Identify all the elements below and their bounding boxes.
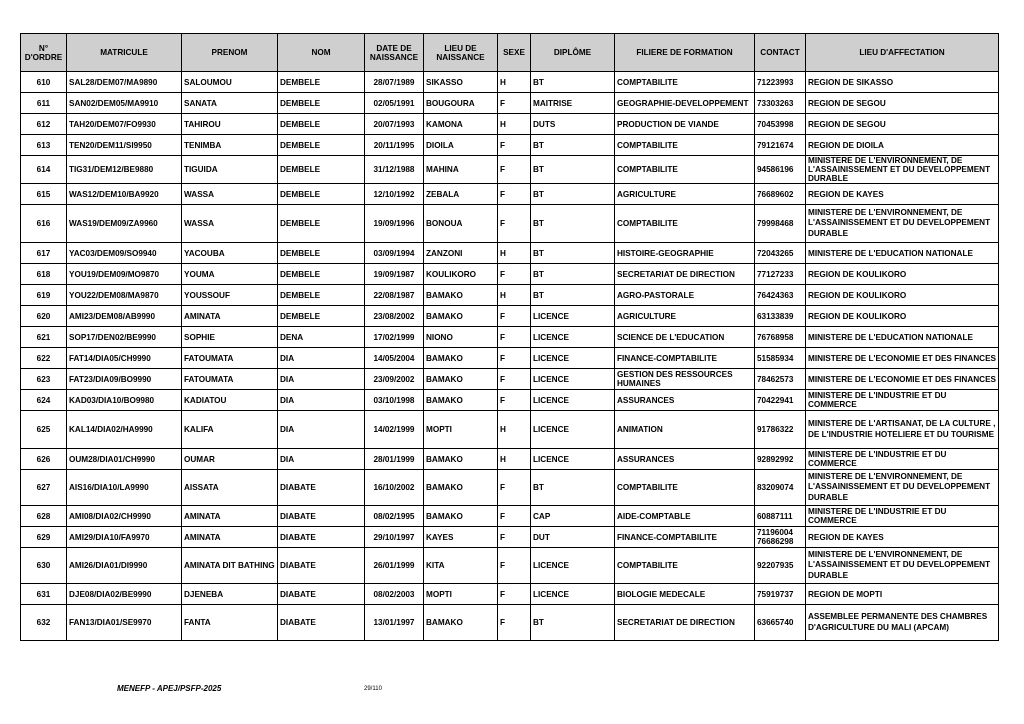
cell-filiere: COMPTABILITE: [615, 135, 755, 156]
cell-prenom: FANTA: [182, 605, 278, 641]
cell-affectation: REGION DE SEGOU: [806, 93, 999, 114]
cell-ordre: 623: [21, 369, 67, 390]
cell-sexe: F: [498, 135, 531, 156]
cell-date: 31/12/1988: [365, 156, 424, 184]
cell-contact: 63665740: [755, 605, 806, 641]
cell-sexe: F: [498, 506, 531, 527]
cell-ordre: 620: [21, 306, 67, 327]
cell-prenom: WASSA: [182, 184, 278, 205]
cell-filiere: ASSURANCES: [615, 449, 755, 470]
cell-diplome: MAITRISE: [531, 93, 615, 114]
cell-matricule: AIS16/DIA10/LA9990: [67, 470, 182, 506]
cell-nom: DEMBELE: [278, 93, 365, 114]
cell-date: 03/10/1998: [365, 390, 424, 411]
cell-matricule: YOU22/DEM08/MA9870: [67, 285, 182, 306]
header-prenom: PRENOM: [182, 34, 278, 72]
cell-diplome: LICENCE: [531, 390, 615, 411]
cell-prenom: TAHIROU: [182, 114, 278, 135]
table-row: [21, 449, 999, 470]
cell-nom: DEMBELE: [278, 205, 365, 243]
cell-contact: 63133839: [755, 306, 806, 327]
cell-contact: 76689602: [755, 184, 806, 205]
cell-matricule: FAT14/DIA05/CH9990: [67, 348, 182, 369]
cell-contact: 71196004 76686298: [755, 527, 806, 548]
header-affectation: LIEU D'AFFECTATION: [806, 34, 999, 72]
cell-affectation: REGION DE KAYES: [806, 184, 999, 205]
cell-lieu: ZANZONI: [424, 243, 498, 264]
cell-ordre: 611: [21, 93, 67, 114]
cell-prenom: AISSATA: [182, 470, 278, 506]
cell-sexe: F: [498, 527, 531, 548]
cell-prenom: SALOUMOU: [182, 72, 278, 93]
header-nom: NOM: [278, 34, 365, 72]
cell-filiere: BIOLOGIE MEDECALE: [615, 584, 755, 605]
cell-lieu: MOPTI: [424, 584, 498, 605]
cell-prenom: KADIATOU: [182, 390, 278, 411]
cell-contact: 79121674: [755, 135, 806, 156]
header-filiere: FILIERE DE FORMATION: [615, 34, 755, 72]
cell-ordre: 616: [21, 205, 67, 243]
cell-lieu: KOULIKORO: [424, 264, 498, 285]
cell-lieu: NIONO: [424, 327, 498, 348]
cell-sexe: F: [498, 584, 531, 605]
cell-filiere: SCIENCE DE L'EDUCATION: [615, 327, 755, 348]
cell-matricule: SAL28/DEM07/MA9890: [67, 72, 182, 93]
header-sexe: SEXE: [498, 34, 531, 72]
cell-prenom: KALIFA: [182, 411, 278, 449]
cell-affectation: REGION DE SIKASSO: [806, 72, 999, 93]
cell-ordre: 622: [21, 348, 67, 369]
cell-lieu: BAMAKO: [424, 306, 498, 327]
cell-date: 14/05/2004: [365, 348, 424, 369]
table-row: [21, 72, 999, 93]
cell-ordre: 625: [21, 411, 67, 449]
cell-nom: DIABATE: [278, 548, 365, 584]
cell-matricule: SOP17/DEN02/BE9990: [67, 327, 182, 348]
cell-date: 29/10/1997: [365, 527, 424, 548]
cell-nom: DEMBELE: [278, 243, 365, 264]
cell-contact: 94586196: [755, 156, 806, 184]
cell-contact: 73303263: [755, 93, 806, 114]
table-row: [21, 285, 999, 306]
cell-diplome: BT: [531, 184, 615, 205]
cell-diplome: BT: [531, 285, 615, 306]
cell-date: 14/02/1999: [365, 411, 424, 449]
cell-diplome: LICENCE: [531, 584, 615, 605]
cell-lieu: BAMAKO: [424, 449, 498, 470]
cell-ordre: 610: [21, 72, 67, 93]
cell-ordre: 631: [21, 584, 67, 605]
cell-ordre: 626: [21, 449, 67, 470]
cell-matricule: OUM28/DIA01/CH9990: [67, 449, 182, 470]
header-lieu-naissance: LIEU DE NAISSANCE: [424, 34, 498, 72]
cell-diplome: BT: [531, 470, 615, 506]
cell-lieu: MOPTI: [424, 411, 498, 449]
cell-lieu: BAMAKO: [424, 506, 498, 527]
cell-sexe: F: [498, 369, 531, 390]
cell-matricule: TEN20/DEM11/SI9950: [67, 135, 182, 156]
cell-filiere: FINANCE-COMPTABILITE: [615, 527, 755, 548]
cell-lieu: KAMONA: [424, 114, 498, 135]
cell-filiere: COMPTABILITE: [615, 470, 755, 506]
cell-affectation: ASSEMBLEE PERMANENTE DES CHAMBRES D'AGRICULTURE DU MALI (APCAM): [806, 605, 999, 641]
table-row: [21, 548, 999, 584]
cell-filiere: AIDE-COMPTABLE: [615, 506, 755, 527]
table-row: [21, 390, 999, 411]
cell-contact: 78462573: [755, 369, 806, 390]
cell-contact: 91786322: [755, 411, 806, 449]
cell-affectation: MINISTERE DE L'ENVIRONNEMENT, DE L'ASSAINISSEMENT ET DU DEVELOPPEMENT DURABLE: [806, 548, 999, 584]
header-ordre: N° D'ORDRE: [21, 34, 67, 72]
cell-diplome: BT: [531, 205, 615, 243]
cell-contact: 70422941: [755, 390, 806, 411]
cell-matricule: YAC03/DEM09/SO9940: [67, 243, 182, 264]
cell-lieu: BAMAKO: [424, 605, 498, 641]
cell-sexe: F: [498, 327, 531, 348]
cell-affectation: MINISTERE DE L'INDUSTRIE ET DU COMMERCE: [806, 390, 999, 411]
table-row: [21, 605, 999, 641]
cell-lieu: KAYES: [424, 527, 498, 548]
roster-table: [20, 33, 999, 641]
cell-matricule: FAN13/DIA01/SE9970: [67, 605, 182, 641]
cell-matricule: FAT23/DIA09/BO9990: [67, 369, 182, 390]
cell-affectation: REGION DE SEGOU: [806, 114, 999, 135]
footer-program-label: MENEFP - APEJ/PSFP-2025: [117, 684, 222, 693]
cell-prenom: WASSA: [182, 205, 278, 243]
cell-sexe: H: [498, 243, 531, 264]
cell-filiere: HISTOIRE-GEOGRAPHIE: [615, 243, 755, 264]
cell-date: 28/01/1999: [365, 449, 424, 470]
cell-nom: DIA: [278, 348, 365, 369]
cell-ordre: 617: [21, 243, 67, 264]
cell-contact: 83209074: [755, 470, 806, 506]
cell-nom: DEMBELE: [278, 264, 365, 285]
cell-prenom: SANATA: [182, 93, 278, 114]
cell-nom: DIA: [278, 449, 365, 470]
cell-nom: DIABATE: [278, 584, 365, 605]
cell-prenom: AMINATA: [182, 506, 278, 527]
cell-matricule: KAD03/DIA10/BO9980: [67, 390, 182, 411]
cell-lieu: BAMAKO: [424, 369, 498, 390]
cell-filiere: FINANCE-COMPTABILITE: [615, 348, 755, 369]
table-row: [21, 506, 999, 527]
table-row: [21, 93, 999, 114]
cell-affectation: REGION DE KOULIKORO: [806, 285, 999, 306]
cell-lieu: DIOILA: [424, 135, 498, 156]
cell-prenom: FATOUMATA: [182, 369, 278, 390]
cell-diplome: LICENCE: [531, 327, 615, 348]
cell-contact: 76424363: [755, 285, 806, 306]
cell-affectation: MINISTERE DE L'INDUSTRIE ET DU COMMERCE: [806, 506, 999, 527]
cell-diplome: LICENCE: [531, 306, 615, 327]
cell-date: 08/02/2003: [365, 584, 424, 605]
cell-date: 28/07/1989: [365, 72, 424, 93]
cell-ordre: 612: [21, 114, 67, 135]
cell-sexe: F: [498, 348, 531, 369]
cell-ordre: 615: [21, 184, 67, 205]
table-row: [21, 348, 999, 369]
cell-matricule: AMI08/DIA02/CH9990: [67, 506, 182, 527]
table-row: [21, 264, 999, 285]
header-contact: CONTACT: [755, 34, 806, 72]
cell-sexe: H: [498, 72, 531, 93]
cell-sexe: H: [498, 411, 531, 449]
cell-matricule: KAL14/DIA02/HA9990: [67, 411, 182, 449]
cell-prenom: YACOUBA: [182, 243, 278, 264]
cell-diplome: BT: [531, 135, 615, 156]
cell-lieu: SIKASSO: [424, 72, 498, 93]
cell-filiere: GEOGRAPHIE-DEVELOPPEMENT: [615, 93, 755, 114]
cell-matricule: DJE08/DIA02/BE9990: [67, 584, 182, 605]
header-date-naissance: DATE DE NAISSANCE: [365, 34, 424, 72]
header-matricule: MATRICULE: [67, 34, 182, 72]
cell-nom: DEMBELE: [278, 72, 365, 93]
cell-contact: 79998468: [755, 205, 806, 243]
table-row: [21, 135, 999, 156]
cell-contact: 75919737: [755, 584, 806, 605]
cell-sexe: F: [498, 306, 531, 327]
table-row: [21, 327, 999, 348]
cell-nom: DIABATE: [278, 506, 365, 527]
cell-nom: DENA: [278, 327, 365, 348]
cell-matricule: WAS19/DEM09/ZA9960: [67, 205, 182, 243]
cell-diplome: BT: [531, 72, 615, 93]
cell-date: 19/09/1987: [365, 264, 424, 285]
cell-matricule: WAS12/DEM10/BA9920: [67, 184, 182, 205]
cell-nom: DIA: [278, 411, 365, 449]
cell-affectation: MINISTERE DE L'INDUSTRIE ET DU COMMERCE: [806, 449, 999, 470]
cell-sexe: F: [498, 470, 531, 506]
cell-sexe: F: [498, 605, 531, 641]
cell-prenom: TIGUIDA: [182, 156, 278, 184]
cell-contact: 77127233: [755, 264, 806, 285]
cell-matricule: AMI23/DEM08/AB9990: [67, 306, 182, 327]
cell-ordre: 614: [21, 156, 67, 184]
cell-affectation: MINISTERE DE L'EDUCATION NATIONALE: [806, 243, 999, 264]
cell-matricule: TAH20/DEM07/FO9930: [67, 114, 182, 135]
table-row: [21, 369, 999, 390]
cell-lieu: KITA: [424, 548, 498, 584]
cell-matricule: YOU19/DEM09/MO9870: [67, 264, 182, 285]
cell-prenom: AMINATA: [182, 306, 278, 327]
table-row: [21, 470, 999, 506]
cell-date: 26/01/1999: [365, 548, 424, 584]
cell-diplome: BT: [531, 156, 615, 184]
cell-nom: DIABATE: [278, 605, 365, 641]
cell-affectation: MINISTERE DE L'ARTISANAT, DE LA CULTURE , DE L'INDUSTRIE HOTELIERE ET DU TOURISME: [806, 411, 999, 449]
cell-prenom: OUMAR: [182, 449, 278, 470]
cell-contact: 92892992: [755, 449, 806, 470]
table-row: [21, 411, 999, 449]
cell-diplome: BT: [531, 605, 615, 641]
cell-affectation: MINISTERE DE L'ENVIRONNEMENT, DE L'ASSAINISSEMENT ET DU DEVELOPPEMENT DURABLE: [806, 205, 999, 243]
cell-sexe: F: [498, 264, 531, 285]
cell-date: 03/09/1994: [365, 243, 424, 264]
cell-contact: 51585934: [755, 348, 806, 369]
cell-filiere: AGRICULTURE: [615, 184, 755, 205]
cell-prenom: DJENEBA: [182, 584, 278, 605]
cell-filiere: ASSURANCES: [615, 390, 755, 411]
cell-contact: 72043265: [755, 243, 806, 264]
cell-contact: 76768958: [755, 327, 806, 348]
cell-date: 20/07/1993: [365, 114, 424, 135]
cell-affectation: MINISTERE DE L'EDUCATION NATIONALE: [806, 327, 999, 348]
cell-lieu: BOUGOURA: [424, 93, 498, 114]
cell-filiere: PRODUCTION DE VIANDE: [615, 114, 755, 135]
cell-sexe: F: [498, 93, 531, 114]
cell-date: 23/09/2002: [365, 369, 424, 390]
cell-prenom: AMINATA DIT BATHING: [182, 548, 278, 584]
cell-filiere: SECRETARIAT DE DIRECTION: [615, 264, 755, 285]
cell-filiere: SECRETARIAT DE DIRECTION: [615, 605, 755, 641]
footer-page-number: 29/110: [364, 686, 382, 692]
cell-nom: DEMBELE: [278, 184, 365, 205]
cell-nom: DEMBELE: [278, 285, 365, 306]
cell-date: 20/11/1995: [365, 135, 424, 156]
cell-sexe: F: [498, 390, 531, 411]
cell-sexe: F: [498, 184, 531, 205]
cell-date: 12/10/1992: [365, 184, 424, 205]
cell-date: 02/05/1991: [365, 93, 424, 114]
table-row: [21, 584, 999, 605]
cell-lieu: MAHINA: [424, 156, 498, 184]
cell-affectation: REGION DE DIOILA: [806, 135, 999, 156]
cell-matricule: AMI29/DIA10/FA9970: [67, 527, 182, 548]
table-row: [21, 243, 999, 264]
cell-sexe: F: [498, 156, 531, 184]
cell-lieu: BAMAKO: [424, 285, 498, 306]
cell-sexe: H: [498, 285, 531, 306]
cell-lieu: BAMAKO: [424, 390, 498, 411]
cell-ordre: 630: [21, 548, 67, 584]
cell-ordre: 619: [21, 285, 67, 306]
cell-ordre: 629: [21, 527, 67, 548]
cell-diplome: LICENCE: [531, 548, 615, 584]
cell-filiere: COMPTABILITE: [615, 548, 755, 584]
cell-nom: DEMBELE: [278, 156, 365, 184]
table-row: [21, 306, 999, 327]
cell-matricule: SAN02/DEM05/MA9910: [67, 93, 182, 114]
cell-affectation: REGION DE MOPTI: [806, 584, 999, 605]
cell-sexe: F: [498, 548, 531, 584]
cell-date: 08/02/1995: [365, 506, 424, 527]
cell-lieu: BONOUA: [424, 205, 498, 243]
cell-matricule: TIG31/DEM12/BE9880: [67, 156, 182, 184]
cell-nom: DIABATE: [278, 527, 365, 548]
cell-diplome: LICENCE: [531, 369, 615, 390]
cell-nom: DIABATE: [278, 470, 365, 506]
cell-ordre: 627: [21, 470, 67, 506]
cell-filiere: GESTION DES RESSOURCES HUMAINES: [615, 369, 755, 390]
table-row: [21, 156, 999, 184]
cell-prenom: SOPHIE: [182, 327, 278, 348]
cell-ordre: 621: [21, 327, 67, 348]
cell-affectation: MINISTERE DE L'ENVIRONNEMENT, DE L'ASSAINISSEMENT ET DU DEVELOPPEMENT DURABLE: [806, 470, 999, 506]
cell-diplome: BT: [531, 264, 615, 285]
cell-affectation: MINISTERE DE L'ECONOMIE ET DES FINANCES: [806, 369, 999, 390]
cell-lieu: ZEBALA: [424, 184, 498, 205]
cell-contact: 71223993: [755, 72, 806, 93]
cell-date: 13/01/1997: [365, 605, 424, 641]
table-row: [21, 205, 999, 243]
cell-affectation: MINISTERE DE L'ECONOMIE ET DES FINANCES: [806, 348, 999, 369]
table-row: [21, 184, 999, 205]
cell-diplome: DUTS: [531, 114, 615, 135]
cell-filiere: ANIMATION: [615, 411, 755, 449]
cell-prenom: FATOUMATA: [182, 348, 278, 369]
cell-diplome: DUT: [531, 527, 615, 548]
cell-lieu: BAMAKO: [424, 348, 498, 369]
cell-filiere: AGRO-PASTORALE: [615, 285, 755, 306]
cell-diplome: LICENCE: [531, 449, 615, 470]
roster-body: [21, 72, 999, 641]
cell-filiere: AGRICULTURE: [615, 306, 755, 327]
cell-diplome: BT: [531, 243, 615, 264]
cell-nom: DEMBELE: [278, 306, 365, 327]
cell-nom: DIA: [278, 369, 365, 390]
table-row: [21, 527, 999, 548]
cell-ordre: 628: [21, 506, 67, 527]
cell-ordre: 613: [21, 135, 67, 156]
cell-prenom: YOUMA: [182, 264, 278, 285]
cell-filiere: COMPTABILITE: [615, 72, 755, 93]
cell-ordre: 618: [21, 264, 67, 285]
cell-nom: DEMBELE: [278, 114, 365, 135]
cell-contact: 60887111: [755, 506, 806, 527]
table-row: [21, 114, 999, 135]
cell-affectation: REGION DE KOULIKORO: [806, 306, 999, 327]
cell-matricule: AMI26/DIA01/DI9990: [67, 548, 182, 584]
cell-filiere: COMPTABILITE: [615, 205, 755, 243]
cell-date: 23/08/2002: [365, 306, 424, 327]
cell-affectation: REGION DE KAYES: [806, 527, 999, 548]
header-row: [21, 34, 999, 72]
header-diplome: DIPLÔME: [531, 34, 615, 72]
cell-sexe: H: [498, 449, 531, 470]
cell-date: 19/09/1996: [365, 205, 424, 243]
cell-diplome: LICENCE: [531, 411, 615, 449]
cell-filiere: COMPTABILITE: [615, 156, 755, 184]
cell-affectation: MINISTERE DE L'ENVIRONNEMENT, DE L'ASSAINISSEMENT ET DU DEVELOPPEMENT DURABLE: [806, 156, 999, 184]
cell-date: 17/02/1999: [365, 327, 424, 348]
cell-prenom: YOUSSOUF: [182, 285, 278, 306]
cell-prenom: AMINATA: [182, 527, 278, 548]
cell-date: 22/08/1987: [365, 285, 424, 306]
cell-sexe: F: [498, 205, 531, 243]
cell-date: 16/10/2002: [365, 470, 424, 506]
cell-diplome: LICENCE: [531, 348, 615, 369]
cell-contact: 92207935: [755, 548, 806, 584]
cell-ordre: 624: [21, 390, 67, 411]
cell-lieu: BAMAKO: [424, 470, 498, 506]
cell-sexe: H: [498, 114, 531, 135]
cell-nom: DIA: [278, 390, 365, 411]
cell-nom: DEMBELE: [278, 135, 365, 156]
cell-diplome: CAP: [531, 506, 615, 527]
cell-contact: 70453998: [755, 114, 806, 135]
cell-prenom: TENIMBA: [182, 135, 278, 156]
cell-ordre: 632: [21, 605, 67, 641]
cell-affectation: REGION DE KOULIKORO: [806, 264, 999, 285]
